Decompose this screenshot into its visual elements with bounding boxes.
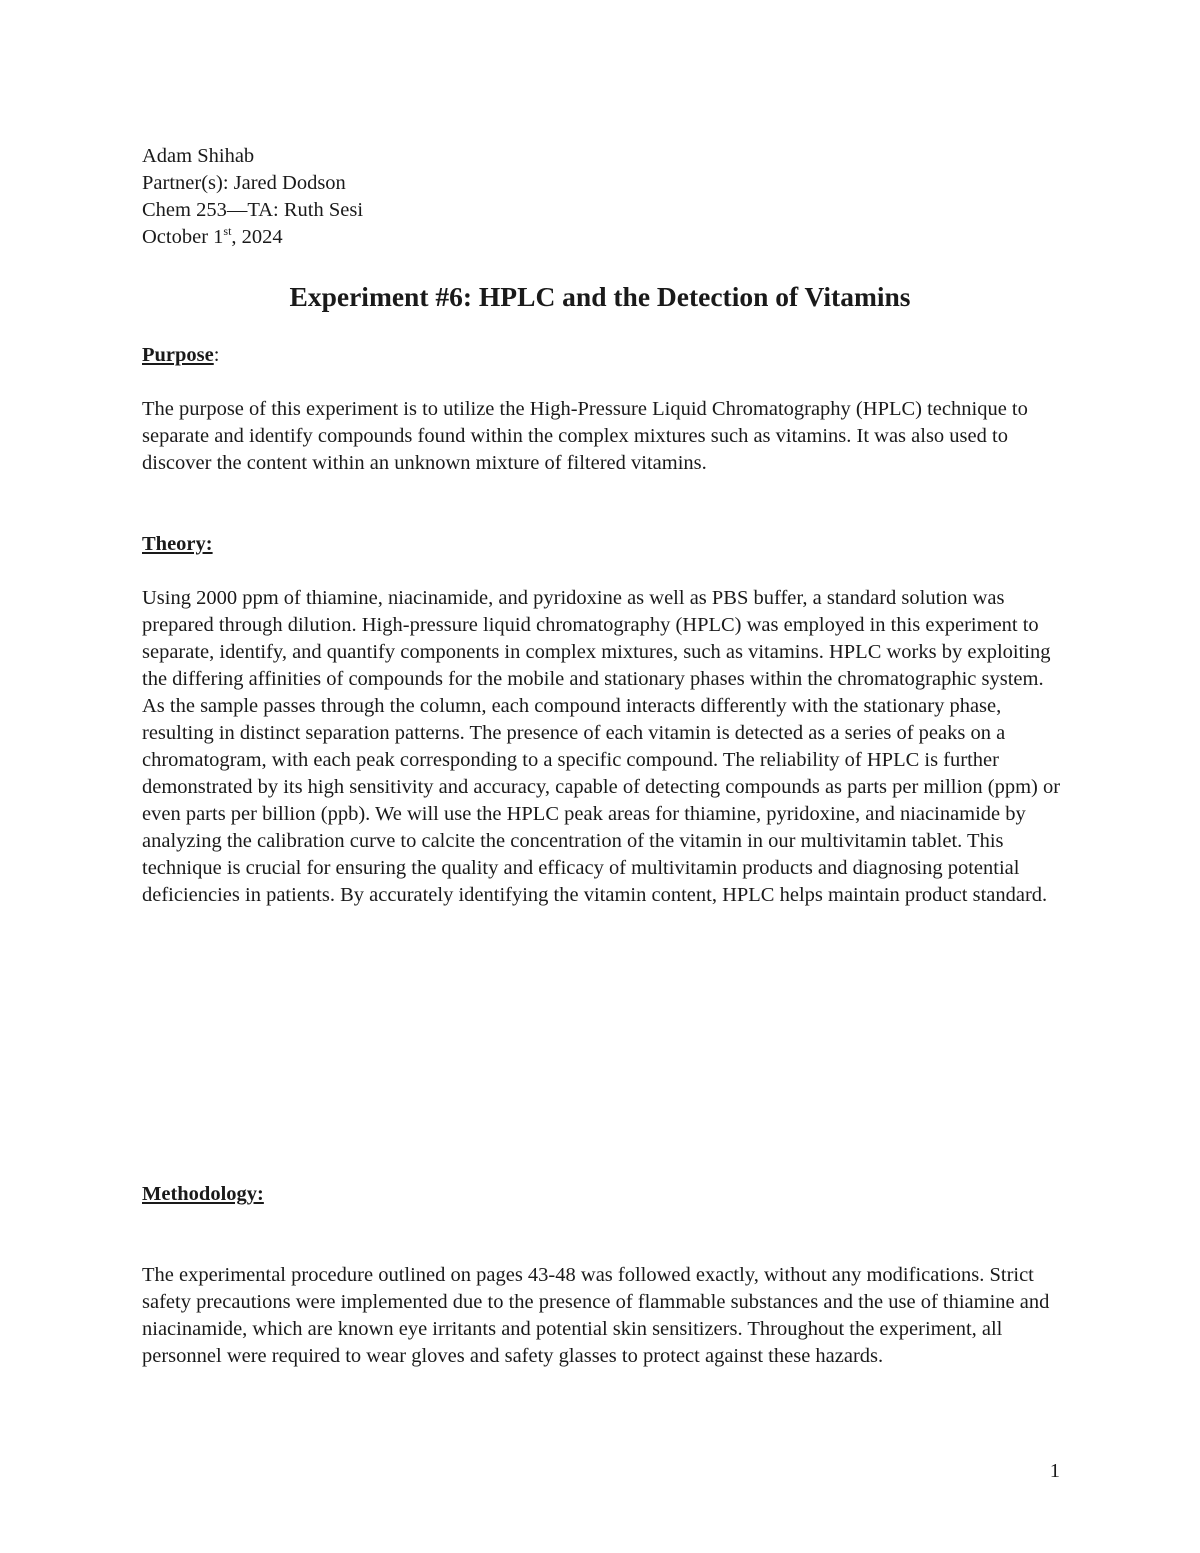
date-line [142, 224, 1072, 251]
header-block [142, 143, 1072, 251]
theory-heading: Theory: [142, 533, 213, 555]
methodology-paragraph [142, 1262, 1057, 1370]
purpose-heading: Purpose [142, 344, 214, 366]
partners-line: Partner(s): Jared Dodson [142, 172, 346, 194]
date-superscript: st [223, 224, 232, 239]
purpose-body: The purpose of this experiment is to utilize the High-Pressure Liquid Chromatography (HPLC) technique to separate and identify compounds found within the complex mixtures such as vitamins. It was also used to discover the content within an unknown mixture of filtered vitamins. [142, 398, 1028, 474]
course-line: Chem 253—TA: Ruth Sesi [142, 199, 364, 221]
date-prefix: October 1 [142, 226, 224, 248]
methodology-heading: Methodology: [142, 1183, 264, 1205]
document-title: Experiment #6: HPLC and the Detection of Vitamins [289, 281, 911, 312]
date-suffix: , 2024 [231, 226, 283, 248]
purpose-heading-line [142, 342, 219, 369]
methodology-body: The experimental procedure outlined on pages 43-48 was followed exactly, without any modifications. Strict safety precautions were implemented due to the presence of flammable substances and the use of thiamine and niacinamide, which are known eye irritants and potential skin sensitizers. Throughout the experiment, all personnel were required to wear gloves and safety glasses to protect against these hazards. [142, 1264, 1050, 1367]
author-name: Adam Shihab [142, 145, 255, 167]
purpose-paragraph [142, 396, 1072, 477]
page-number: 1 [1049, 1460, 1060, 1482]
theory-body: Using 2000 ppm of thiamine, niacinamide, and pyridoxine as well as PBS buffer, a standard solution was prepared through dilution. High-pressure liquid chromatography (HPLC) was employed in this experiment to separate, identify, and quantify components in complex mixtures, such as vitamins. HPLC works by exploiting the differing affinities of compounds for the mobile and stationary phases within the chromatographic system. As the sample passes through the column, each compound interacts differently with the stationary phase, resulting in distinct separation patterns. The presence of each vitamin is detected as a series of peaks on a chromatogram, with each peak corresponding to a specific compound. The reliability of HPLC is further demonstrated by its high sensitivity and accuracy, capable of detecting compounds as parts per million (ppm) or even parts per billion (ppb). We will use the HPLC peak areas for thiamine, pyridoxine, and niacinamide by analyzing the calibration curve to calcite the concentration of the vitamin in our multivitamin tablet. This technique is crucial for ensuring the quality and efficacy of multivitamin products and diagnosing potential deficiencies in patients. By accurately identifying the vitamin content, HPLC helps maintain product standard. [142, 587, 1061, 906]
purpose-heading-colon: : [213, 344, 220, 366]
theory-paragraph [142, 585, 1067, 909]
